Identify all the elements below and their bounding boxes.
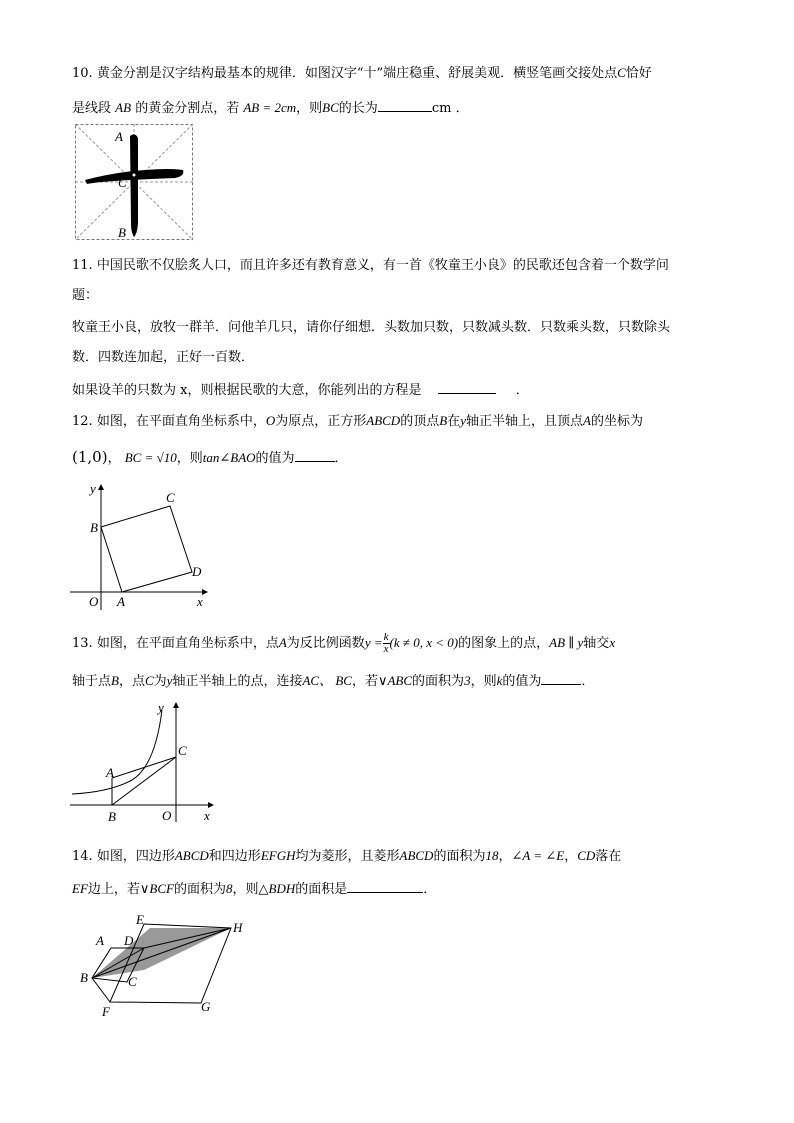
q12-text: 的值为 <box>255 451 295 466</box>
q14-abcd: ABCD <box>399 848 434 863</box>
q11-text: 中国民歌不仅脍炙人口，而且许多还有教育意义，有一首《牧童王小良》的民歌还包含着一个数学问 <box>96 258 669 273</box>
label-f: F <box>102 1004 110 1019</box>
shi-character-strokes <box>85 134 183 237</box>
square-abcd <box>101 506 192 592</box>
q14-number: 14. <box>72 849 93 864</box>
q13-c: C <box>144 673 154 688</box>
q13-k: k <box>496 673 503 688</box>
q13-text: 的值为 <box>502 674 542 689</box>
q11-text: 如果设羊的只数为 x，则根据民歌的大意，你能列出的方程是 <box>72 383 422 398</box>
q13-func-y: y = <box>364 635 383 650</box>
label-h: H <box>233 920 243 935</box>
label-g: G <box>201 999 211 1014</box>
q12-bc-equation: BC = √10 <box>124 450 177 465</box>
q13-text: ，点 <box>118 674 145 689</box>
q10-point-c: C <box>617 65 626 80</box>
q12-text: 如图，在平面直角坐标系中， <box>96 414 266 429</box>
q14-figure <box>78 910 278 1020</box>
label-y: y <box>90 481 96 496</box>
q13-func-condition: (k ≠ 0, x < 0) <box>389 635 459 650</box>
q12-figure <box>70 482 210 612</box>
q10-ab: AB <box>115 100 132 115</box>
q12-text: ，则 <box>176 451 203 466</box>
q14-area: 18 <box>485 848 499 863</box>
q13-text: 的图象上的点， <box>458 636 550 651</box>
q13-text: 为 <box>153 674 167 689</box>
segment-bf <box>92 978 110 1002</box>
q13-fraction-den: x <box>383 643 389 655</box>
label-o: O <box>89 594 99 609</box>
q11-line1 <box>72 256 669 276</box>
label-y: y <box>158 700 164 715</box>
label-a: A <box>106 765 114 780</box>
hyperbola-curve <box>72 710 162 794</box>
q10-bc: BC <box>322 100 339 115</box>
q10-answer-blank[interactable] <box>378 97 432 112</box>
q14-line2 <box>72 878 436 900</box>
q12-text: 在 <box>447 414 461 429</box>
q12-text: 轴正半轴上，且顶点 <box>465 414 583 429</box>
q11-line2: 题： <box>72 288 99 303</box>
q14-text: 的面积为 <box>173 882 226 897</box>
q14-text: 的面积是 <box>295 882 348 897</box>
label-c: C <box>178 743 187 758</box>
q10-equation: AB = 2cm <box>243 100 297 115</box>
q14-text: 边上，若 <box>87 882 140 897</box>
q13-text: ，若 <box>351 674 378 689</box>
q14-bdh: △BDH <box>258 881 296 896</box>
q13-line1 <box>72 632 615 655</box>
q10-text: 的黄金分割点，若 <box>135 101 240 116</box>
q14-text: 如图，四边形 <box>96 849 175 864</box>
q13-text: 轴正半轴上的点，连接 <box>172 674 303 689</box>
q12-abcd: ABCD <box>366 413 401 428</box>
q10-unit: cm <box>431 101 452 116</box>
q12-number: 12. <box>72 414 93 429</box>
q11-line4: 数．四数连加起，正好一百数． <box>72 350 255 365</box>
q10-line1 <box>72 63 652 84</box>
q10-text-end: 恰好 <box>625 66 652 81</box>
q14-bcf: ∨BCF <box>139 881 174 896</box>
label-o: O <box>162 808 172 823</box>
q13-number: 13. <box>72 636 93 651</box>
label-b: B <box>80 970 88 985</box>
q10-text: 是线段 <box>72 101 112 116</box>
q14-period: ． <box>423 882 437 897</box>
q10-figure <box>75 124 193 240</box>
q14-abcd: ABCD <box>174 848 209 863</box>
q11-line5 <box>72 379 529 401</box>
q12-text: 为原点，正方形 <box>275 414 367 429</box>
q13-b: B <box>111 673 119 688</box>
point-c-marker <box>132 173 136 177</box>
q12-o: O <box>265 413 276 428</box>
q10-number: 10. <box>72 66 93 81</box>
q12-coordinate: (1,0) <box>72 448 108 466</box>
q10-text: 的长为 <box>338 101 378 116</box>
q13-text: 轴交 <box>583 636 610 651</box>
segment-bc <box>112 757 176 805</box>
q14-efgh: EFGH <box>260 848 296 863</box>
label-a: A <box>96 933 104 948</box>
q14-text: 的面积为 <box>433 849 486 864</box>
q11-answer-blank[interactable] <box>438 379 496 394</box>
q14-text: 落在 <box>595 849 622 864</box>
q13-text: 的面积为 <box>412 674 465 689</box>
q14-text: 均为菱形，且菱形 <box>295 849 400 864</box>
q12-tan: tan∠BAO <box>202 450 256 465</box>
label-c: C <box>128 974 137 989</box>
label-b: B <box>118 225 126 240</box>
q14-ef: EF <box>72 881 88 896</box>
q13-abc: ∨ABC <box>377 673 413 688</box>
q13-ac-bc: AC、 BC <box>302 673 352 688</box>
q14-angle: ∠A = ∠E <box>511 848 565 863</box>
q10-line2 <box>72 97 469 119</box>
label-d: D <box>192 564 202 579</box>
q11-number: 11. <box>72 258 93 273</box>
q12-line2: (1,0)， BC = √10，则tan∠BAO的值为 ． <box>72 448 348 466</box>
q13-ab-parallel: AB ∥ y <box>549 635 584 650</box>
q13-x: x <box>609 635 616 650</box>
q13-text: ，则 <box>470 674 497 689</box>
label-a: A <box>117 594 125 609</box>
q13-fraction-num: k <box>383 631 389 643</box>
label-x: x <box>197 594 203 609</box>
q14-text: 和四边形 <box>208 849 261 864</box>
label-a: A <box>115 129 123 144</box>
q14-eight: 8 <box>226 881 233 896</box>
q14-cd: CD <box>577 848 596 863</box>
q12-line1 <box>72 411 643 432</box>
q12-text: 的坐标为 <box>590 414 643 429</box>
q13-period: ． <box>581 674 595 689</box>
q13-answer-blank[interactable] <box>541 670 581 685</box>
q13-line2 <box>72 670 594 692</box>
q13-fraction <box>383 632 390 655</box>
q12-answer-blank[interactable] <box>295 447 335 462</box>
label-e: E <box>136 912 144 927</box>
label-d: D <box>124 933 134 948</box>
label-c: C <box>118 175 127 190</box>
q14-text: ，则 <box>232 882 259 897</box>
q11-period: ． <box>515 383 529 398</box>
q13-y: y <box>166 673 173 688</box>
q10-period: ． <box>455 101 469 116</box>
q13-a: A <box>278 635 287 650</box>
label-x: x <box>204 808 210 823</box>
q14-line1: 14. 如图，四边形ABCD和四边形EFGH均为菱形，且菱形ABCD的面积为18，∠A = ∠E，CD落在 <box>72 848 622 864</box>
q14-answer-blank[interactable] <box>347 878 423 893</box>
q12-text: 的顶点 <box>400 414 440 429</box>
q13-three: 3 <box>464 673 471 688</box>
q12-a: A <box>582 413 591 428</box>
q13-figure <box>70 700 220 825</box>
segment-ac <box>112 757 176 778</box>
q13-text: 轴于点 <box>72 674 112 689</box>
q13-text: 如图，在平面直角坐标系中，点 <box>96 636 279 651</box>
q10-text: ，则 <box>296 101 323 116</box>
label-c: C <box>166 490 175 505</box>
q12-y: y <box>460 413 466 428</box>
label-b: B <box>90 520 98 535</box>
q12-b: B <box>439 413 448 428</box>
q12-period: ． <box>334 451 348 466</box>
label-b: B <box>108 809 116 824</box>
q13-text: 为反比例函数 <box>286 636 365 651</box>
q10-text: 黄金分割是汉字结构最基本的规律．如图汉字“十”端庄稳重、舒展美观．横竖笔画交接处点 <box>96 66 618 81</box>
q11-line3: 牧童王小良，放牧一群羊．问他羊几只，请你仔细想．头数加只数，只数减头数．只数乘头数，只数除头 <box>72 320 671 335</box>
